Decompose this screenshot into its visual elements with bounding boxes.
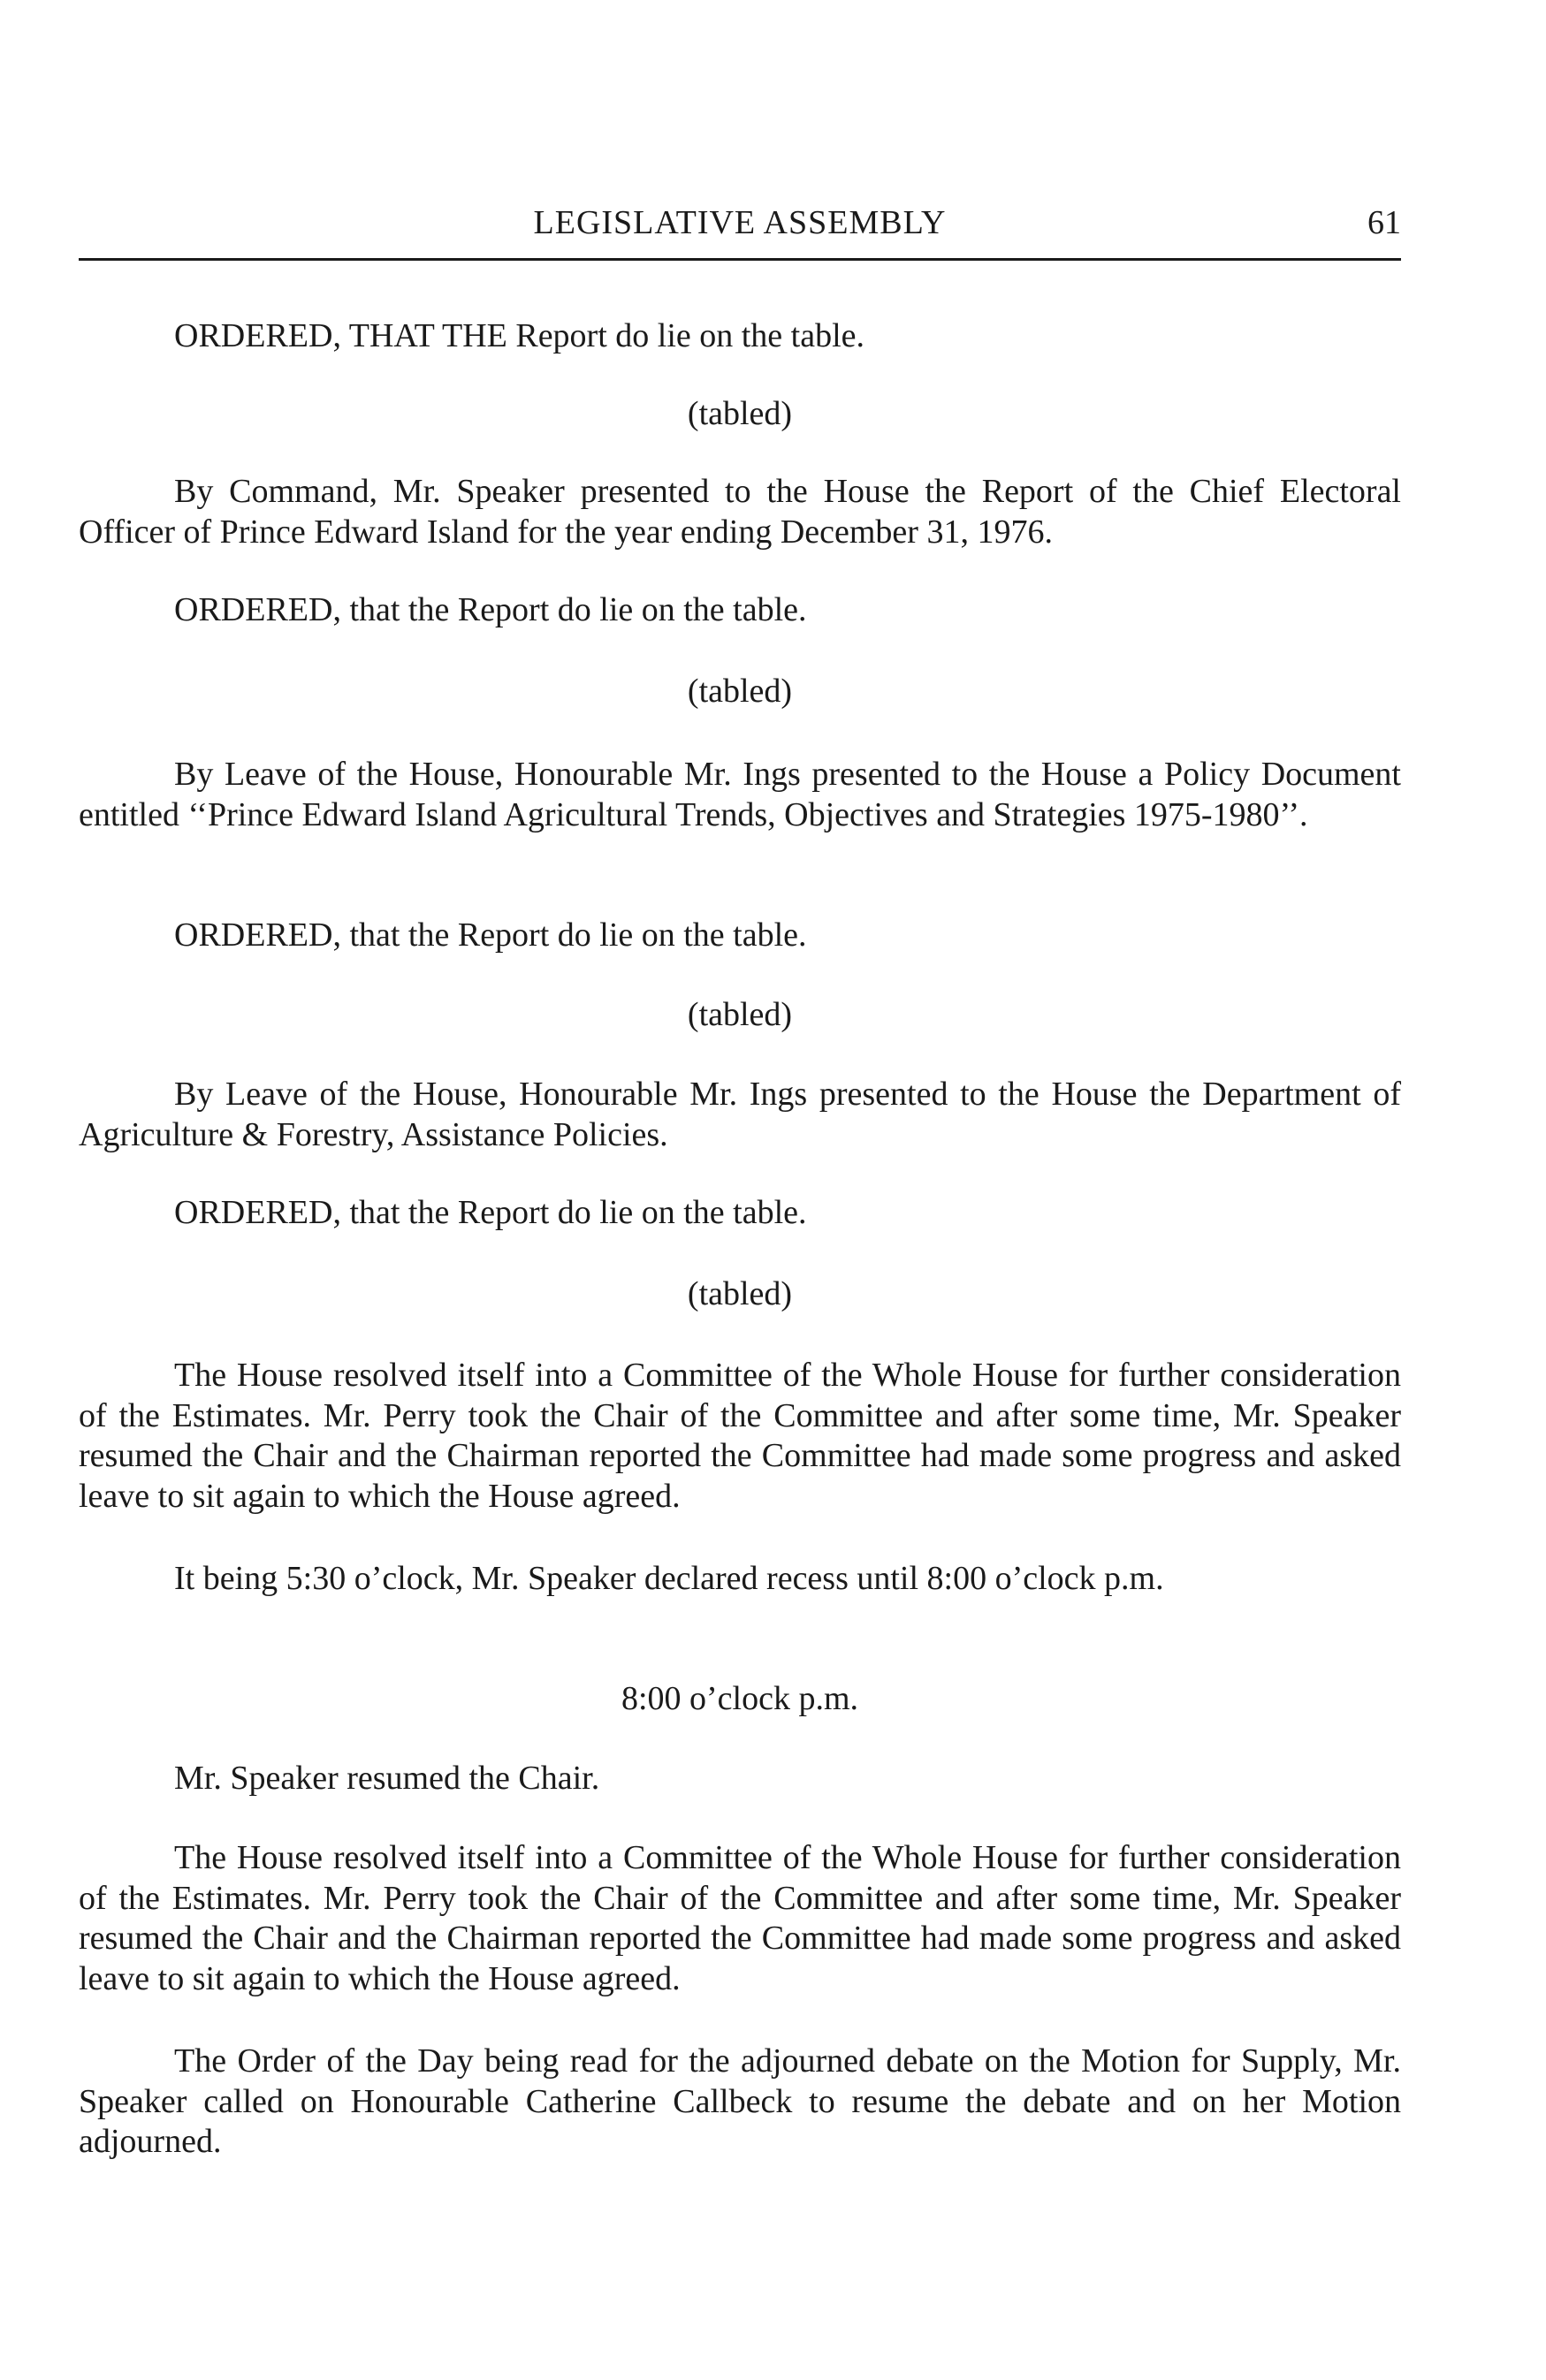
running-title: LEGISLATIVE ASSEMBLY: [533, 204, 947, 241]
tabled-note: (tabled): [687, 1275, 793, 1312]
report-paragraph: By Command, Mr. Speaker presented to the House the Report of the Chief Electoral Officer of Prince Edward Island for the year ending December 31, 1976.: [79, 473, 1401, 551]
tabled-note: (tabled): [687, 395, 793, 432]
order-paragraph: ORDERED, that the Report do lie on the table.: [174, 916, 807, 954]
resumed-paragraph: Mr. Speaker resumed the Chair.: [174, 1760, 600, 1797]
time-heading: 8:00 o’clock p.m.: [621, 1680, 859, 1717]
report-paragraph: By Leave of the House, Honourable Mr. Ings presented to the House the Department of Agriculture & Forestry, Assistance Policies.: [79, 1076, 1401, 1153]
order-of-day-paragraph: The Order of the Day being read for the adjourned debate on the Motion for Supply, Mr. Speaker called on Honourable Catherine Callbeck to resume the debate and on her Motion adjourned.: [79, 2042, 1401, 2160]
committee-paragraph: The House resolved itself into a Committee of the Whole House for further consideration of the Estimates. Mr. Perry took the Chair of the Committee and after some time, Mr. Speaker resumed the Chair and the Chairman reported the Committee had made some progress and asked leave to sit again to which the House agreed.: [79, 1839, 1401, 1997]
report-paragraph: By Leave of the House, Honourable Mr. Ings presented to the House a Policy Document entitled ‘‘Prince Edward Island Agricultural Trends, Objectives and Strategies 1975-1980’’.: [79, 756, 1401, 833]
order-paragraph: ORDERED, that the Report do lie on the table.: [174, 1194, 807, 1231]
page-header: [79, 196, 1401, 249]
recess-paragraph: It being 5:30 o’clock, Mr. Speaker declared recess until 8:00 o’clock p.m.: [174, 1560, 1164, 1597]
header-rule: [79, 258, 1401, 261]
order-paragraph: ORDERED, that the Report do lie on the table.: [174, 591, 807, 628]
page-number: 61: [1367, 204, 1401, 241]
committee-paragraph: The House resolved itself into a Committee of the Whole House for further consideration of the Estimates. Mr. Perry took the Chair of the Committee and after some time, Mr. Speaker resumed the Chair and the Chairman reported the Committee had made some progress and asked leave to sit again to which the House agreed.: [79, 1357, 1401, 1515]
tabled-note: (tabled): [687, 673, 793, 710]
tabled-note: (tabled): [687, 996, 793, 1033]
order-paragraph: ORDERED, THAT THE Report do lie on the table.: [174, 317, 865, 354]
